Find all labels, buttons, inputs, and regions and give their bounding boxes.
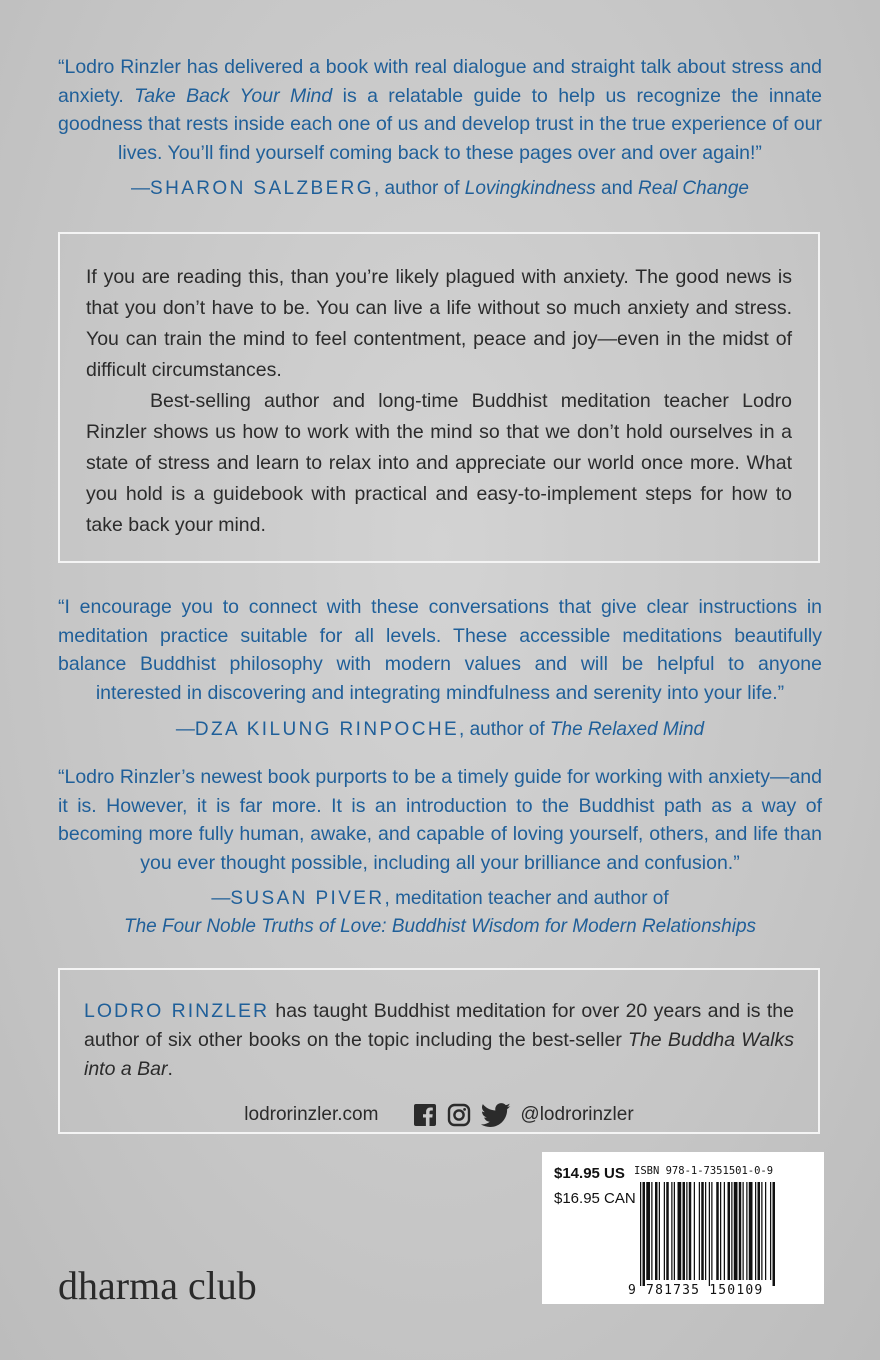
attribution-text: , author of bbox=[459, 719, 550, 740]
barcode-bar bbox=[728, 1182, 731, 1280]
barcode-bar bbox=[701, 1182, 704, 1280]
bio-text-end: . bbox=[167, 1058, 173, 1080]
barcode-bar bbox=[659, 1182, 660, 1280]
description-paragraph: If you are reading this, than you’re likely plagued with anxiety. The good news is that you don’t have to be. You can live a life without so much anxiety and stress. You can train the mind to feel contentment, peace and joy—even in the midst of difficult circumstances. bbox=[86, 266, 792, 381]
dash: — bbox=[211, 888, 231, 909]
barcode-bar bbox=[689, 1182, 692, 1280]
attribution-author: SUSAN PIVER bbox=[230, 888, 385, 909]
instagram-icon[interactable] bbox=[446, 1102, 472, 1128]
attribution-salzberg bbox=[40, 175, 840, 203]
attribution-text: and bbox=[595, 178, 639, 199]
attribution-author: DZA KILUNG RINPOCHE bbox=[194, 719, 460, 740]
dash: — bbox=[131, 178, 151, 199]
barcode-bar bbox=[683, 1182, 686, 1280]
barcode-bar bbox=[709, 1182, 710, 1286]
quote-piver: “Lodro Rinzler’s newest book purports to be a timely guide for working with anxiety—and it is. However, it is far more. It is an introduction to the Buddhist path as a way of becoming more fully human, awake, and capable of loving yourself, others, and life than you ever thought possible, including all your brilliance and confusion.” bbox=[58, 766, 822, 874]
barcode-bar bbox=[773, 1182, 776, 1286]
barcode-bar bbox=[643, 1182, 646, 1286]
attribution-text: , meditation teacher and author of bbox=[384, 888, 669, 909]
author-bio bbox=[84, 997, 794, 1084]
bio-text: has taught Buddhist meditation for over 20 years and is the author of six other books on the topic including the best-seller bbox=[84, 1000, 794, 1051]
barcode-bar bbox=[666, 1182, 669, 1280]
quote-rinpoche: “I encourage you to connect with these conversations that give clear instructions in meditation practice suitable for all levels. These accessible meditations beautifully balance Buddhist philosophy with modern values and will be helpful to anyone interested in discovering and integrating mindfulness and serenity into your life.” bbox=[58, 596, 822, 704]
bio-book-title: The Buddha Walks into a Bar bbox=[84, 1029, 795, 1080]
attribution-rinpoche bbox=[40, 716, 840, 744]
isbn-label: ISBN 978-1-7351501-0-9 bbox=[634, 1165, 774, 1177]
author-name: LODRO RINZLER bbox=[84, 1000, 270, 1022]
barcode-bar bbox=[694, 1182, 695, 1280]
barcode-bar bbox=[716, 1182, 719, 1280]
website-link[interactable]: lodrorinzler.com bbox=[244, 1104, 379, 1125]
price-can: $16.95 CAN bbox=[554, 1190, 636, 1207]
barcode-digits: 9 781735 150109 bbox=[628, 1283, 764, 1298]
attribution-book: Lovingkindness bbox=[464, 178, 596, 199]
barcode-bar bbox=[770, 1182, 771, 1280]
attribution-text: , author of bbox=[373, 178, 465, 199]
attribution-author: SHARON SALZBERG bbox=[150, 178, 374, 199]
barcode-bar bbox=[743, 1182, 744, 1280]
social-handle[interactable]: @lodrorinzler bbox=[520, 1104, 634, 1125]
barcode-bar bbox=[755, 1182, 756, 1280]
barcode-bar bbox=[705, 1182, 706, 1280]
barcode-bar bbox=[699, 1182, 700, 1280]
dash: — bbox=[175, 719, 195, 740]
author-bio-box bbox=[58, 968, 820, 1134]
barcode-bar bbox=[758, 1182, 761, 1280]
barcode-bar bbox=[655, 1182, 658, 1280]
price-us: $14.95 US bbox=[554, 1165, 625, 1182]
social-row bbox=[84, 1102, 794, 1128]
attribution-book: The Four Noble Truths of Love: Buddhist Wisdom for Modern Relationships bbox=[123, 916, 757, 937]
quote-text-continued: is a relatable guide to help us recognize the innate goodness that rests inside each one of us and develop trust in the true experience of our lives. You’ll find yourself coming back to these pages over and over again!” bbox=[58, 84, 822, 164]
barcode-bar bbox=[711, 1182, 712, 1280]
barcode-bar bbox=[749, 1182, 753, 1280]
barcode-bar bbox=[765, 1182, 766, 1280]
barcode-bar bbox=[686, 1182, 687, 1280]
barcode-bar bbox=[720, 1182, 721, 1280]
barcode-bar bbox=[761, 1182, 762, 1280]
barcode-bar bbox=[746, 1182, 747, 1280]
isbn-barcode bbox=[640, 1182, 818, 1286]
attribution-book: The Relaxed Mind bbox=[549, 719, 705, 740]
quote-salzberg bbox=[58, 53, 822, 167]
barcode-bar bbox=[734, 1182, 738, 1280]
barcode-bar bbox=[674, 1182, 675, 1280]
quote-book-title: Take Back Your Mind bbox=[134, 84, 333, 107]
attribution-piver-book bbox=[40, 913, 840, 941]
attribution-piver bbox=[40, 885, 840, 913]
barcode-bar bbox=[731, 1182, 732, 1280]
barcode-box bbox=[542, 1152, 824, 1304]
twitter-icon[interactable] bbox=[480, 1102, 512, 1128]
barcode-bar bbox=[640, 1182, 641, 1286]
facebook-icon[interactable] bbox=[412, 1102, 438, 1128]
publisher-logo: dharma club bbox=[58, 1263, 257, 1308]
quote-text: “Lodro Rinzler has delivered a book with real dialogue and straight talk about stress and anxiety. bbox=[58, 56, 822, 107]
description-box bbox=[58, 232, 820, 563]
attribution-book: Real Change bbox=[638, 178, 749, 199]
barcode-bar bbox=[724, 1182, 725, 1280]
barcode-bar bbox=[651, 1182, 652, 1280]
barcode-bar bbox=[678, 1182, 682, 1280]
barcode-bar bbox=[646, 1182, 650, 1280]
barcode-bar bbox=[664, 1182, 665, 1280]
barcode-bar bbox=[671, 1182, 672, 1280]
barcode-bar bbox=[739, 1182, 742, 1280]
description-paragraph: Best-selling author and long-time Buddhist meditation teacher Lodro Rinzler shows us how to work with the mind so that we don’t hold ourselves in a state of stress and learn to relax into and appreciate our world once more. What you hold is a guidebook with practical and easy-to-implement steps for how to take back your mind. bbox=[86, 390, 792, 536]
